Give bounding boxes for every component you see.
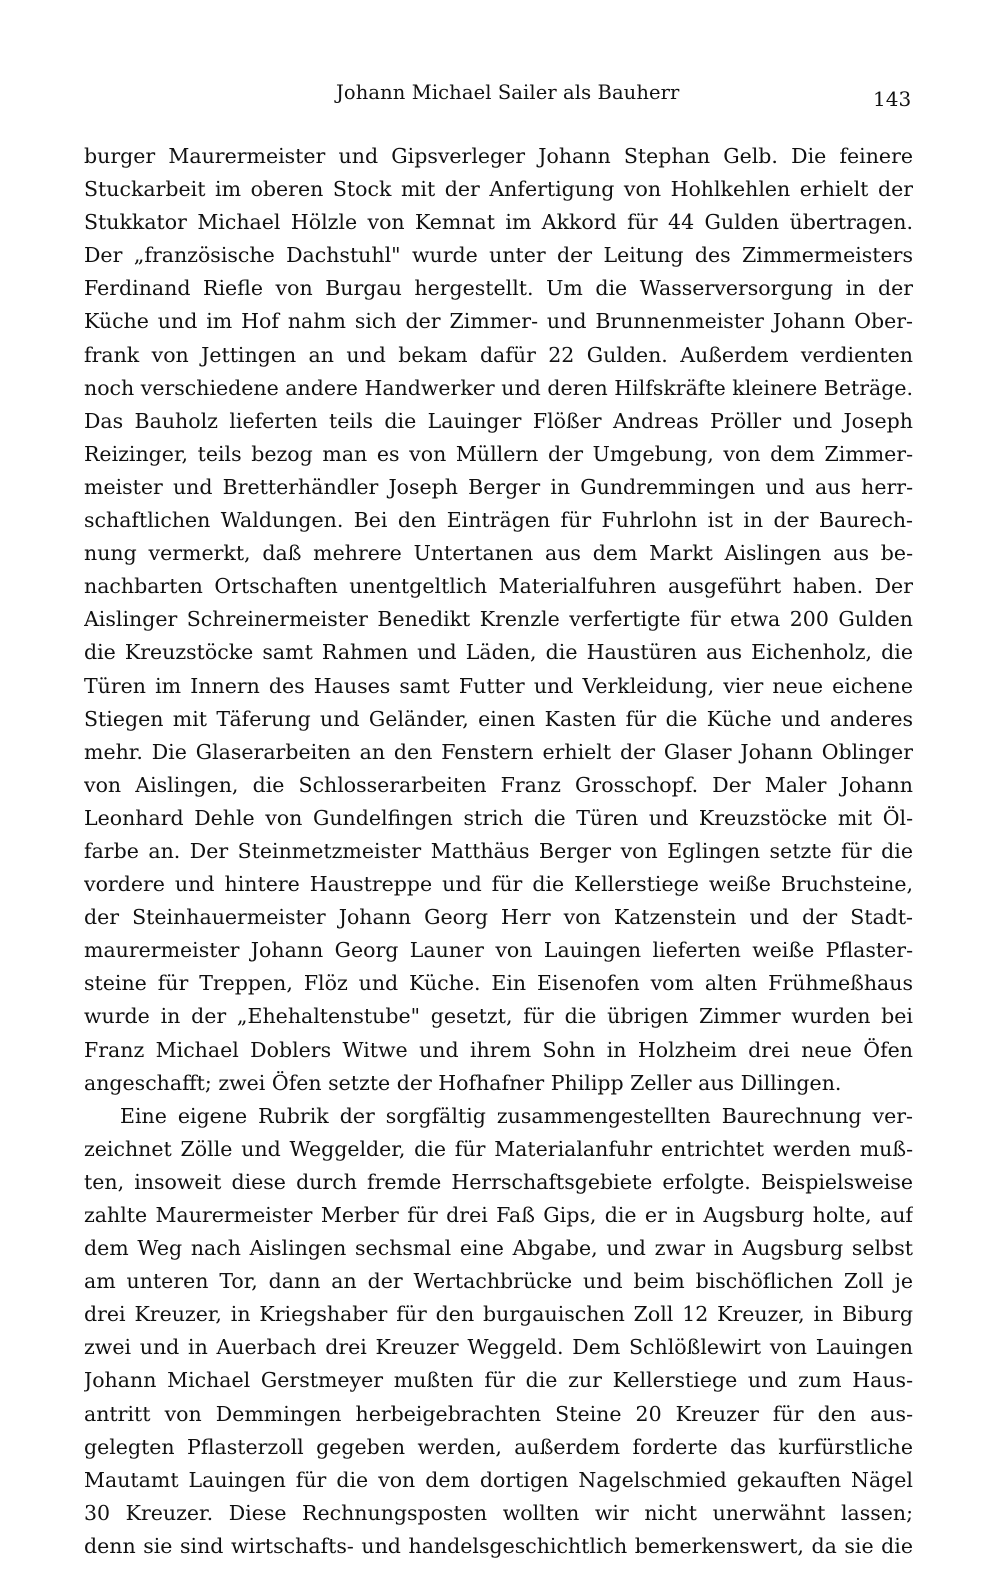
text-line: Ferdinand Riefle von Burgau hergestellt. Um die Wasserversorgung in der — [84, 276, 913, 301]
text-line: meister und Bretterhändler Joseph Berger in Gundremmingen und aus herr- — [84, 474, 913, 499]
text-line: Mautamt Lauingen für die von dem dortigen Nagelschmied gekauften Nägel — [84, 1467, 913, 1492]
text-line: drei Kreuzer, in Kriegshaber für den burgauischen Zoll 12 Kreuzer, in Biburg — [84, 1302, 913, 1327]
text-line: burger Maurermeister und Gipsverleger Johann Stephan Gelb. Die feinere — [84, 144, 913, 168]
text-line: angeschafft; zwei Öfen setzte der Hofhafner Philipp Zeller aus Dillingen. — [84, 1070, 842, 1095]
text-line: zeichnet Zölle und Weggelder, die für Materialanfuhr entrichtet werden muß- — [84, 1136, 913, 1161]
text-line: denn sie sind wirtschafts- und handelsgeschichtlich bemerkenswert, da sie die — [84, 1533, 913, 1558]
text-line: ten, insoweit diese durch fremde Herrschaftsgebiete erfolgte. Beispielsweise — [84, 1169, 913, 1194]
text-line: Stuckarbeit im oberen Stock mit der Anfertigung von Hohlkehlen erhielt der — [84, 177, 913, 202]
text-line: der Steinhauermeister Johann Georg Herr von Katzenstein und der Stadt- — [84, 905, 913, 930]
text-line: 30 Kreuzer. Diese Rechnungsposten wollten wir nicht unerwähnt lassen; — [84, 1500, 913, 1525]
text-line: vordere und hintere Haustreppe und für die Kellerstiege weiße Bruchsteine, — [84, 872, 913, 897]
text-line: dem Weg nach Aislingen sechsmal eine Abgabe, und zwar in Augsburg selbst — [84, 1236, 913, 1261]
text-line: frank von Jettingen an und bekam dafür 22 Gulden. Außerdem verdienten — [84, 342, 913, 367]
text-line: zwei und in Auerbach drei Kreuzer Weggeld. Dem Schlößlewirt von Lauingen — [84, 1335, 913, 1360]
body-text — [84, 140, 913, 1563]
text-line: maurermeister Johann Georg Launer von Lauingen lieferten weiße Pflaster- — [84, 938, 913, 963]
text-line: gelegten Pflasterzoll gegeben werden, außerdem forderte das kurfürstliche — [84, 1434, 913, 1459]
text-line: Leonhard Dehle von Gundelfingen strich die Türen und Kreuzstöcke mit Öl- — [84, 805, 913, 830]
text-line: nung vermerkt, daß mehrere Untertanen aus dem Markt Aislingen aus be- — [84, 541, 913, 566]
text-line: die Kreuzstöcke samt Rahmen und Läden, die Haustüren aus Eichenholz, die — [84, 640, 913, 665]
text-line: Stukkator Michael Hölzle von Kemnat im Akkord für 44 Gulden übertragen. — [84, 210, 913, 235]
text-line: steine für Treppen, Flöz und Küche. Ein Eisenofen vom alten Frühmeßhaus — [84, 971, 913, 996]
text-line: wurde in der „Ehehaltenstube" gesetzt, für die übrigen Zimmer wurden bei — [84, 1004, 913, 1029]
text-line: Stiegen mit Täferung und Geländer, einen Kasten für die Küche und anderes — [84, 706, 913, 731]
text-line: Der „französische Dachstuhl" wurde unter der Leitung des Zimmermeisters — [84, 243, 913, 268]
text-line: am unteren Tor, dann an der Wertachbrücke und beim bischöflichen Zoll je — [84, 1269, 913, 1294]
text-line: Das Bauholz lieferten teils die Lauinger Flößer Andreas Pröller und Joseph — [84, 408, 913, 433]
text-line: Aislinger Schreinermeister Benedikt Krenzle verfertigte für etwa 200 Gulden — [84, 607, 913, 632]
paragraph-1 — [84, 140, 913, 1100]
text-line: zahlte Maurermeister Merber für drei Faß Gips, die er in Augsburg holte, auf — [84, 1203, 913, 1227]
text-line: Johann Michael Gerstmeyer mußten für die zur Kellerstiege und zum Haus- — [84, 1368, 913, 1393]
text-line: farbe an. Der Steinmetzmeister Matthäus Berger von Eglingen setzte für die — [84, 838, 913, 863]
text-line: Türen im Innern des Hauses samt Futter und Verkleidung, vier neue eichene — [84, 673, 913, 698]
running-head-title: Johann Michael Sailer als Bauherr — [336, 81, 680, 104]
text-line: mehr. Die Glaserarbeiten an den Fenstern erhielt der Glaser Johann Oblinger — [84, 739, 913, 764]
text-line: Reizinger, teils bezog man es von Müllern der Umgebung, von dem Zimmer- — [84, 441, 913, 466]
text-line: Küche und im Hof nahm sich der Zimmer- und Brunnenmeister Johann Ober- — [84, 309, 913, 334]
text-line: antritt von Demmingen herbeigebrachten Steine 20 Kreuzer für den aus- — [84, 1401, 913, 1426]
text-line: schaftlichen Waldungen. Bei den Einträgen für Fuhrlohn ist in der Baurech- — [84, 508, 913, 533]
text-line: noch verschiedene andere Handwerker und deren Hilfskräfte kleinere Beträge. — [84, 375, 913, 400]
paragraph-2 — [84, 1100, 913, 1563]
text-line: nachbarten Ortschaften unentgeltlich Materialfuhren ausgeführt haben. Der — [84, 574, 913, 599]
text-line: Eine eigene Rubrik der sorgfältig zusammengestellten Baurechnung ver- — [120, 1103, 913, 1128]
page-number: 143 — [873, 87, 912, 111]
text-line: von Aislingen, die Schlosserarbeiten Franz Grosschopf. Der Maler Johann — [84, 772, 913, 797]
text-line: Franz Michael Doblers Witwe und ihrem Sohn in Holzheim drei neue Öfen — [84, 1037, 913, 1062]
